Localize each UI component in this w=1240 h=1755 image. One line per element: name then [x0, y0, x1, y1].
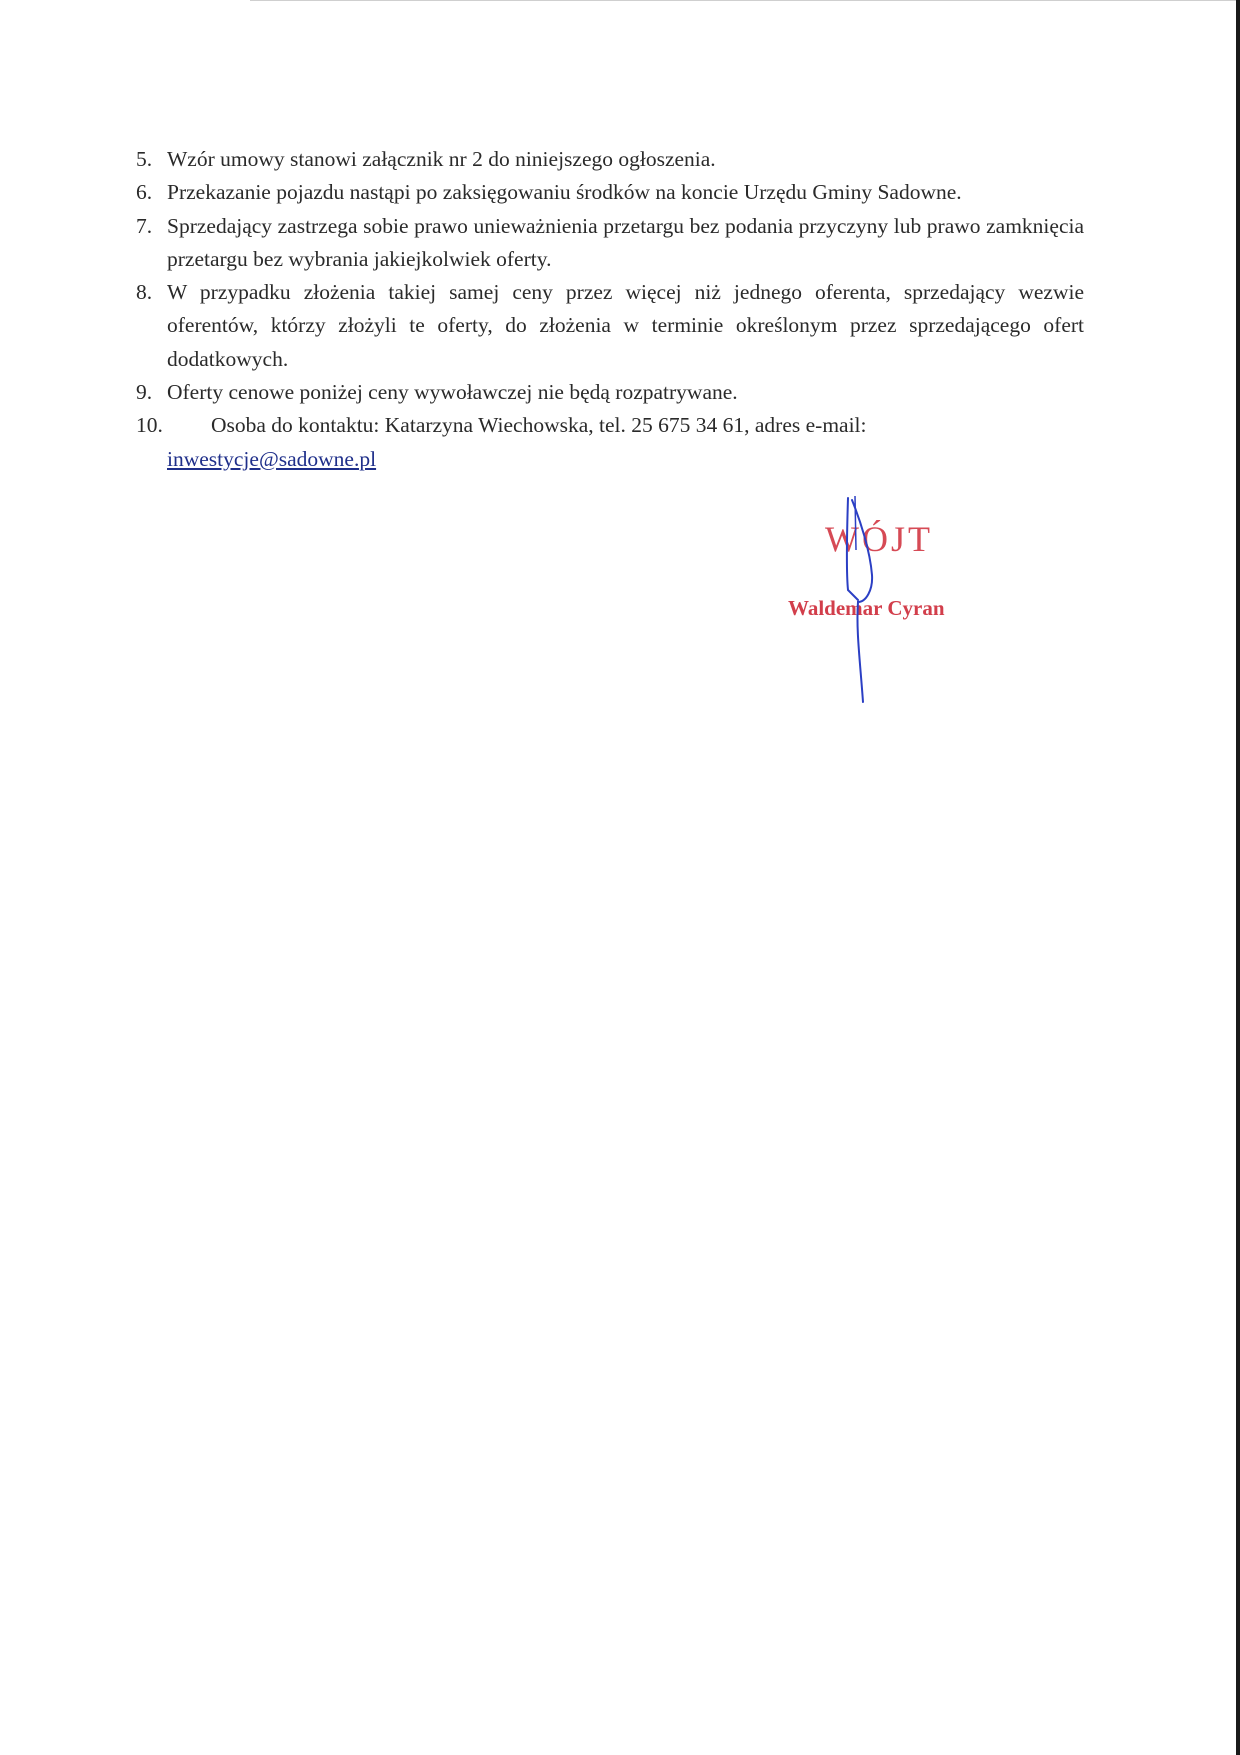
item-number: 5.: [136, 147, 153, 171]
item-number: 8.: [136, 280, 153, 305]
item-number: 7.: [136, 213, 153, 238]
item-number: 10.: [136, 413, 163, 438]
item-text: Sprzedający zastrzega sobie prawo unieważnienia przetargu bez podania przyczyny lub prawo zamknięcia przetargu bez wybrania jakiejkolwiek oferty.: [167, 213, 1084, 271]
scan-top-edge: [250, 0, 1240, 1]
handwritten-signature-icon: [770, 490, 1000, 710]
item-text: W przypadku złożenia takiej samej ceny przez więcej niż jednego oferenta, sprzedający wezwie oferentów, którzy złożyli te oferty, do złożenia w terminie określonym przez sprzedającego ofert dodatkowych.: [167, 280, 1084, 371]
contact-email-link[interactable]: inwestycje@sadowne.pl: [167, 446, 377, 471]
item-number: 9.: [136, 380, 153, 405]
item-text: Oferty cenowe poniżej ceny wywoławczej nie będą rozpatrywane.: [167, 380, 738, 405]
stamp-name: Waldemar Cyran: [788, 596, 945, 620]
list-item-10: [136, 409, 1084, 476]
list-item-9: [136, 376, 1084, 409]
scan-right-edge: [1236, 0, 1240, 1755]
item-number: 6.: [136, 180, 153, 205]
list-item-7: [136, 210, 1084, 277]
official-stamp: [770, 490, 1000, 710]
list-item-5: [136, 143, 1084, 176]
list-item-8: [136, 276, 1084, 376]
list-item-6: [136, 176, 1084, 209]
item-text: Osoba do kontaktu: Katarzyna Wiechowska, tel. 25 675 34 61, adres e-mail:: [211, 413, 867, 438]
item-text: Wzór umowy stanowi załącznik nr 2 do niniejszego ogłoszenia.: [167, 147, 716, 171]
stamp-title: WÓJT: [825, 519, 933, 559]
conditions-list: [136, 143, 1084, 476]
item-text: Przekazanie pojazdu nastąpi po zaksięgowaniu środków na koncie Urzędu Gminy Sadowne.: [167, 180, 962, 205]
